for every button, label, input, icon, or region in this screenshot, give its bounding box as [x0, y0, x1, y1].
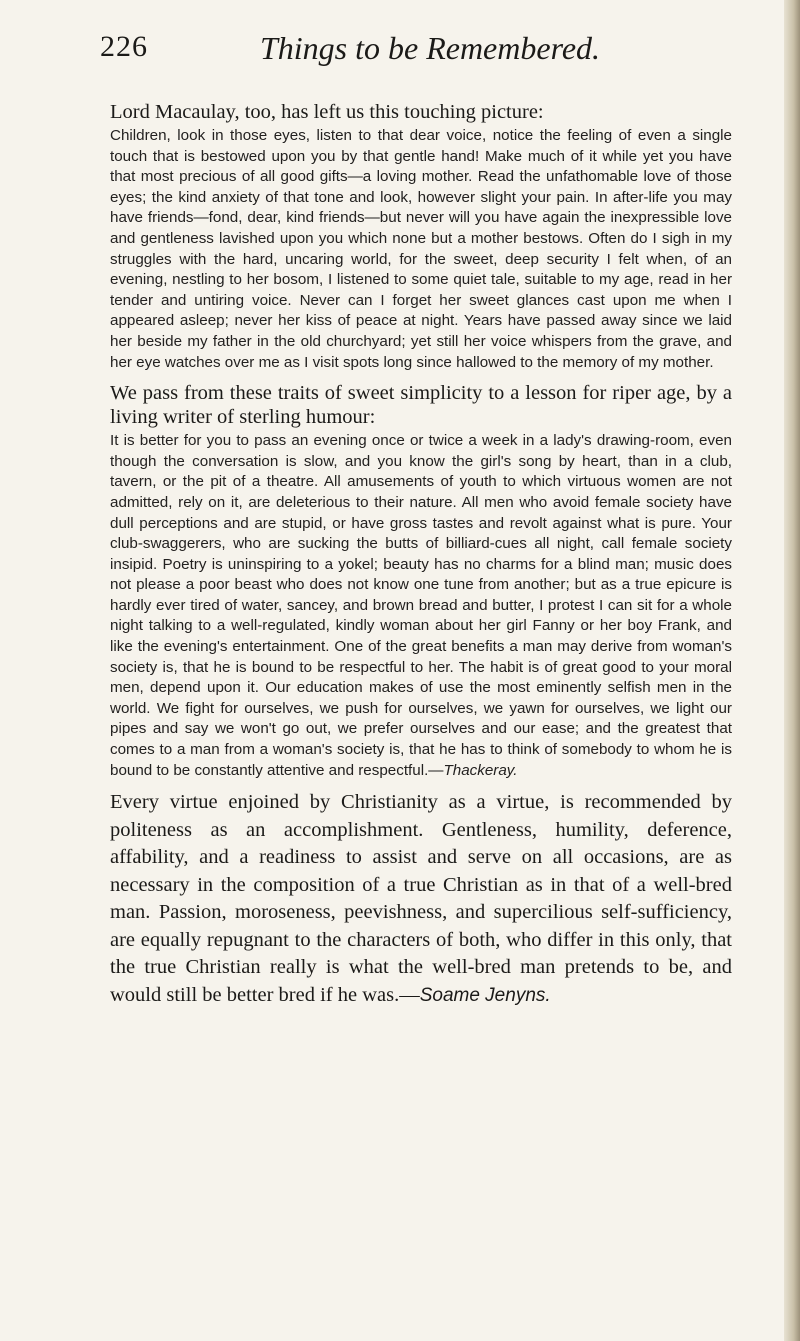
intro-thackeray: We pass from these traits of sweet simplicity to a lesson for riper age, by a living writer of sterling humour: [110, 382, 732, 429]
quote-thackeray-text: It is better for you to pass an evening once or twice a week in a lady's drawing-room, even though the conversation is slow, and you know the girl's song by heart, than in a club, tavern, or the pit of a theatre. All amusements of youth to which virtuous women are not admitted, rely on it, are deleterious to their nature. All men who avoid female society have dull perceptions and are stupid, or have gross tastes and revolt against what is pure. Your club-swaggerers, who are sucking the butts of billiard-cues all night, call female society insipid. Poetry is uninspiring to a yokel; beauty has no charms for a blind man; music does not please a poor beast who does not know one tune from another; but as a true epicure is hardly ever tired of water, sancey, and brown bread and butter, I protest I can sit for a whole night talking to a well-regulated, kindly woman about her girl Fanny or her boy Frank, and like the evening's entertainment. One of the great benefits a man may derive from woman's society is, that he is bound to be respectful to her. The habit is of great good to your moral men, depend upon it. Our education makes of use the most eminently selfish men in the world. We fight for ourselves, we push for ourselves, we yawn for ourselves, we light our pipes and say we won't go out, we prefer ourselves and our ease; and the greatest that comes to a man from a woman's society is, that he has to think of somebody to whom he is bound to be constantly attentive and respectful.— [110, 432, 732, 779]
quote-thackeray [110, 431, 732, 781]
intro-macaulay: Lord Macaulay, too, has left us this touching picture: [110, 101, 544, 123]
running-title: Things to be Remembered. [259, 30, 601, 66]
attribution-thackeray: Thackeray. [443, 761, 518, 779]
page-number: 226 [100, 30, 148, 63]
page-body [110, 100, 732, 1009]
page-header [100, 30, 720, 74]
paragraph-jenyns-text: Every virtue enjoined by Christianity as a virtue, is recommended by politeness as an accomplishment. Gentleness, humility, deference, affability, and a readiness to assist and serve on all occasions, are as necessary in the composition of a true Christian as in that of a well-bred man. Passion, moroseness, peevishness, and supercilious self-sufficiency, are equally repugnant to the characters of both, who differ in this only, that the true Christian really is what the well-bred man pretends to be, and would still be better bred if he was.— [110, 791, 732, 1006]
page-edge [784, 0, 800, 1341]
quote-macaulay: Children, look in those eyes, listen to that dear voice, notice the feeling of even a single touch that is bestowed upon you by that gentle hand! Make much of it while yet you have that most precious of all good gifts—a loving mother. Read the unfathomable love of those eyes; the kind anxiety of that tone and look, however slight your pain. In after-life you may have friends—fond, dear, kind friends—but never will you have again the inexpressible love and gentleness lavished upon you which none but a mother bestows. Often do I sigh in my struggles with the hard, uncaring world, for the sweet, deep security I felt when, of an evening, nestling to her bosom, I listened to some quiet tale, suitable to my age, read in her tender and untiring voice. Never can I forget her sweet glances cast upon me when I appeared asleep; never her kiss of peace at night. Years have passed away since we laid her beside my father in the old churchyard; yet still her voice whispers from the grave, and her eye watches over me as I visit spots long since hallowed to the memory of my mother. [110, 127, 732, 371]
attribution-jenyns: Soame Jenyns. [419, 984, 551, 1006]
paragraph-jenyns [110, 789, 732, 1009]
